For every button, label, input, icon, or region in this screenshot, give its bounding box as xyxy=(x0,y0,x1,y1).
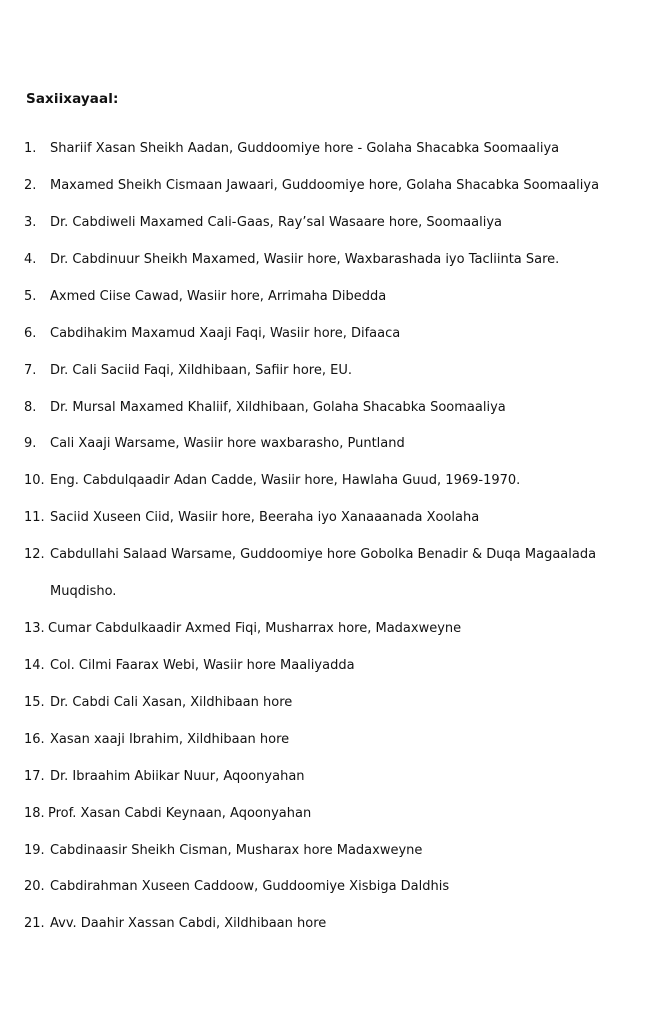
signatories-heading: Saxiixayaal: xyxy=(26,91,119,107)
signatory-item xyxy=(0,212,645,234)
item-number: 21. xyxy=(24,916,45,931)
item-number: 17. xyxy=(24,769,45,784)
item-text: Dr. Mursal Maxamed Khaliif, Xildhibaan, Golaha Shacabka Soomaaliya xyxy=(50,400,506,415)
signatory-item xyxy=(0,175,645,197)
item-number: 6. xyxy=(24,326,37,341)
item-text: Prof. Xasan Cabdi Keynaan, Aqoonyahan xyxy=(48,806,312,821)
item-number: 3. xyxy=(24,215,37,230)
item-text: Dr. Ibraahim Abiikar Nuur, Aqoonyahan xyxy=(50,769,305,784)
signatory-item xyxy=(0,397,645,419)
item-number: 9. xyxy=(24,436,37,451)
item-text: Axmed Ciise Cawad, Wasiir hore, Arrimaha Dibedda xyxy=(50,289,387,304)
signatory-item xyxy=(0,360,645,382)
item-number: 18. xyxy=(24,806,45,821)
signatory-item xyxy=(0,470,645,492)
item-number: 4. xyxy=(24,252,37,267)
item-text: Cali Xaaji Warsame, Wasiir hore waxbarasho, Puntland xyxy=(50,436,405,451)
item-number: 16. xyxy=(24,732,45,747)
item-text: Dr. Cabdinuur Sheikh Maxamed, Wasiir hore, Waxbarashada iyo Tacliinta Sare. xyxy=(50,252,560,267)
item-text: Saciid Xuseen Ciid, Wasiir hore, Beeraha iyo Xanaaanada Xoolaha xyxy=(50,510,480,525)
item-number: 14. xyxy=(24,658,45,673)
item-text: Cabdihakim Maxamud Xaaji Faqi, Wasiir hore, Difaaca xyxy=(50,326,401,341)
item-number: 11. xyxy=(24,510,45,525)
item-text: Xasan xaaji Ibrahim, Xildhibaan hore xyxy=(50,732,290,747)
item-text: Dr. Cabdiweli Maxamed Cali-Gaas, Ray’sal Wasaare hore, Soomaaliya xyxy=(50,215,502,230)
signatory-item xyxy=(0,249,645,271)
item-number: 15. xyxy=(24,695,45,710)
item-text: Eng. Cabdulqaadir Adan Cadde, Wasiir hore, Hawlaha Guud, 1969-1970. xyxy=(50,473,521,488)
item-text: Cumar Cabdulkaadir Axmed Fiqi, Musharrax hore, Madaxweyne xyxy=(48,621,462,636)
item-text: Shariif Xasan Sheikh Aadan, Guddoomiye hore - Golaha Shacabka Soomaaliya xyxy=(50,141,560,156)
item-number: 5. xyxy=(24,289,37,304)
signatory-item xyxy=(0,692,645,714)
signatory-item xyxy=(0,138,645,160)
signatory-item xyxy=(0,544,645,599)
item-number: 7. xyxy=(24,363,37,378)
item-number: 2. xyxy=(24,178,37,193)
item-text: Maxamed Sheikh Cismaan Jawaari, Guddoomiye hore, Golaha Shacabka Soomaaliya xyxy=(50,178,600,193)
item-text: Cabdirahman Xuseen Caddoow, Guddoomiye Xisbiga Daldhis xyxy=(50,879,450,894)
signatory-item xyxy=(0,286,645,308)
item-number: 8. xyxy=(24,400,37,415)
item-text-continuation: Muqdisho. xyxy=(50,584,117,599)
item-text: Cabdinaasir Sheikh Cisman, Musharax hore Madaxweyne xyxy=(50,843,423,858)
signatory-item xyxy=(0,507,645,529)
item-number: 13. xyxy=(24,621,45,636)
signatory-item xyxy=(0,655,645,677)
item-number: 10. xyxy=(24,473,45,488)
item-text: Col. Cilmi Faarax Webi, Wasiir hore Maaliyadda xyxy=(50,658,355,673)
item-number: 20. xyxy=(24,879,45,894)
item-text: Dr. Cabdi Cali Xasan, Xildhibaan hore xyxy=(50,695,293,710)
item-text: Dr. Cali Saciid Faqi, Xildhibaan, Safiir hore, EU. xyxy=(50,363,352,378)
signatory-item xyxy=(0,323,645,345)
item-text: Cabdullahi Salaad Warsame, Guddoomiye hore Gobolka Benadir & Duqa Magaalada xyxy=(50,547,597,562)
item-number: 19. xyxy=(24,843,45,858)
signatory-item xyxy=(0,840,645,862)
signatory-item xyxy=(0,618,645,640)
item-number: 12. xyxy=(24,547,45,562)
item-text: Avv. Daahir Xassan Cabdi, Xildhibaan hore xyxy=(50,916,327,931)
signatory-item xyxy=(0,766,645,788)
item-number: 1. xyxy=(24,141,37,156)
signatory-item xyxy=(0,729,645,751)
signatory-item xyxy=(0,803,645,825)
signatory-item xyxy=(0,433,645,455)
signatory-item xyxy=(0,913,645,935)
signatory-item xyxy=(0,876,645,898)
